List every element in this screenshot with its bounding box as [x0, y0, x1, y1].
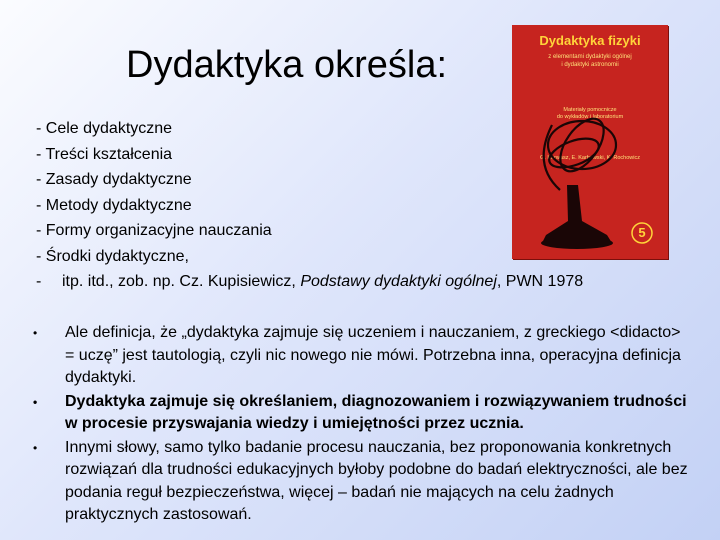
definition-point: [33, 322, 693, 390]
dash-prefix: -: [36, 247, 42, 265]
reference-item: [36, 269, 676, 295]
dash-prefix: -: [36, 145, 42, 163]
definition-point: [33, 437, 693, 527]
book-subtitle-line: i dydaktyki astronomii: [561, 62, 619, 68]
bullet-icon: •: [33, 440, 38, 455]
book-reference-title: Podstawy dydaktyki ogólnej: [300, 273, 497, 290]
determinant-item: [36, 218, 676, 244]
dash-prefix: -: [36, 273, 42, 290]
book-title: Dydaktyka fizyki: [539, 33, 641, 48]
determinant-item: [36, 193, 676, 219]
book-subtitle-line: z elementami dydaktyki ogólnej: [548, 54, 632, 60]
determinant-item: [36, 116, 676, 142]
point-text: Innymi słowy, samo tylko badanie procesu nauczania, bez proponowania konkretnych rozwiązań dla trudności edukacyjnych byłoby podobne do badań elektryczności, ale bez podania reguł bezpieczeństwa, więcej – badań nie mających na celu żadnych praktycznych zastosowań.: [65, 438, 688, 523]
book-series-line: do wykładów i laboratorium: [556, 114, 624, 120]
dash-prefix: -: [36, 120, 42, 137]
reference-text: itp. itd., zob. np. Cz. Kupisiewicz,: [62, 273, 301, 290]
edition-badge-number: 5: [638, 225, 646, 240]
point-text: Ale definicja, że „dydaktyka zajmuje się uczeniem i nauczaniem, z greckiego <didacto> = uczę” jest tautologią, czyli nic nowego nie mówi. Potrzebna inna, operacyjna definicja dydaktyki.: [65, 324, 681, 386]
book-authors: G. Karwasz, E. Karbowski, K. Rochowicz: [540, 155, 640, 161]
bullet-icon: •: [33, 394, 38, 409]
determinant-item: [36, 244, 676, 270]
determinant-item: [36, 167, 676, 193]
point-text: Dydaktyka zajmuje się określaniem, diagnozowaniem i rozwiązywaniem trudności w procesie przyswajania wiedzy i umiejętności przez ucznia.: [65, 392, 687, 432]
determinants-list: [36, 116, 676, 295]
definition-point-highlighted: [33, 391, 693, 436]
determinant-item: [36, 142, 676, 168]
determinant-text: Treści kształcenia: [45, 145, 173, 163]
dash-prefix: -: [36, 171, 42, 188]
determinant-text: Metody dydaktyczne: [45, 196, 192, 214]
definition-points: [33, 322, 693, 527]
determinant-text: Formy organizacyjne nauczania: [45, 222, 272, 239]
book-series-line: Materiały pomocnicze: [563, 107, 617, 113]
reference-publisher: , PWN 1978: [496, 273, 584, 290]
slide-title: Dydaktyka określa:: [126, 44, 448, 86]
dash-prefix: -: [36, 222, 42, 239]
determinant-text: Środki dydaktyczne,: [45, 247, 189, 265]
determinant-text: Cele dydaktyczne: [45, 120, 173, 137]
bullet-icon: •: [33, 326, 38, 340]
determinant-text: Zasady dydaktyczne: [45, 171, 192, 188]
dash-prefix: -: [36, 196, 42, 214]
